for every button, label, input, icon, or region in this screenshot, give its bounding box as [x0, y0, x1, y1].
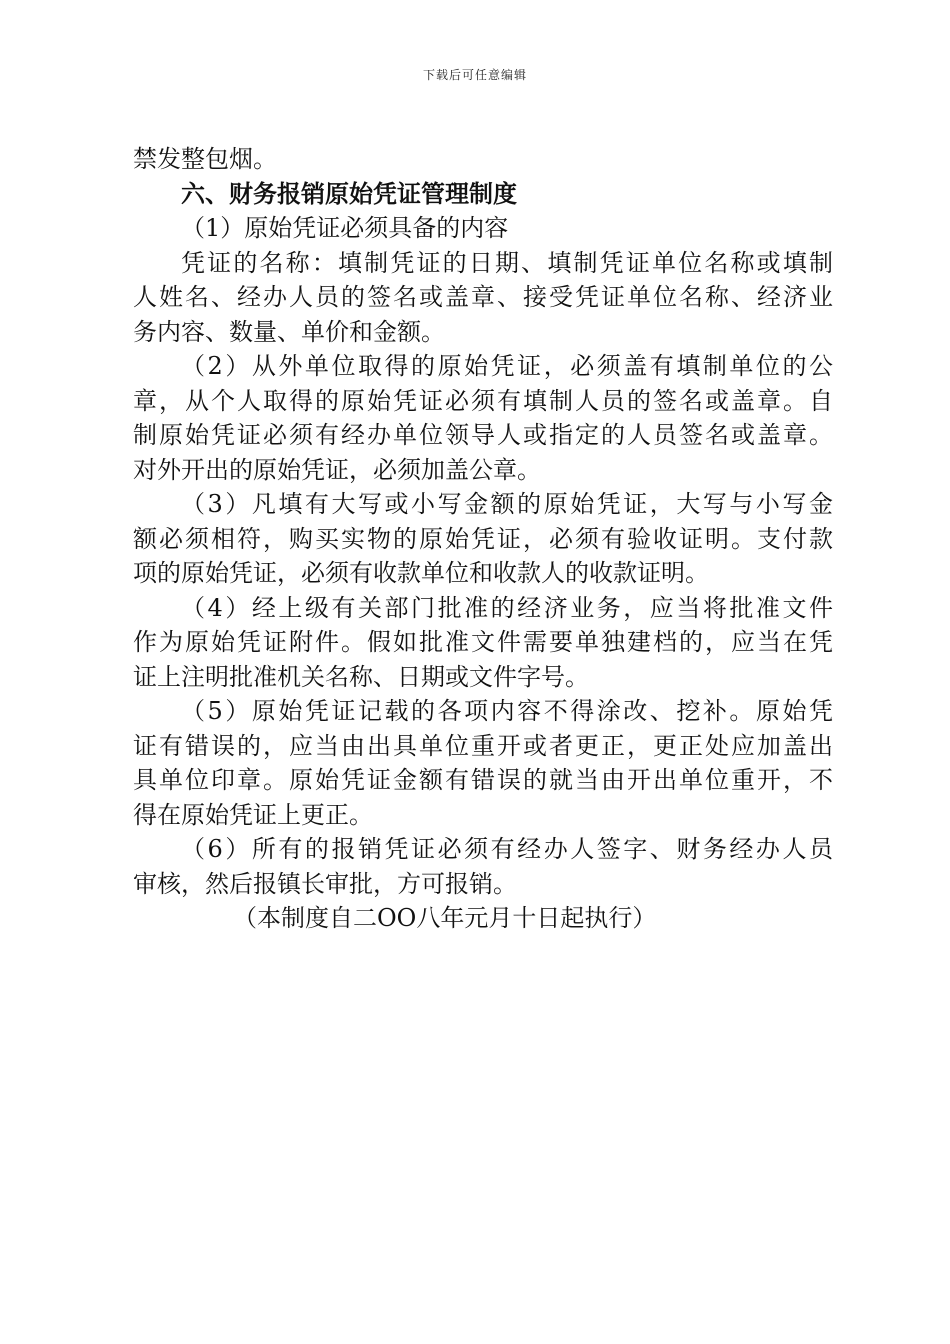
- paragraph-line: 凭证的名称：填制凭证的日期、填制凭证单位名称或填制: [181, 248, 833, 277]
- paragraph-line: 人姓名、经办人员的签名或盖章、接受凭证单位名称、经济业: [133, 283, 833, 311]
- subsection-title: （1）原始凭证必须具备的内容: [181, 214, 509, 242]
- paragraph-line: 额必须相符，购买实物的原始凭证，必须有验收证明。支付款: [133, 524, 833, 553]
- paragraph-line: 项的原始凭证，必须有收款单位和收款人的收款证明。: [133, 559, 709, 587]
- paragraph-line: （2）从外单位取得的原始凭证，必须盖有填制单位的公: [181, 352, 833, 380]
- paragraph-line: 对外开出的原始凭证，必须加盖公章。: [133, 455, 541, 484]
- paragraph-line: （4）经上级有关部门批准的经济业务，应当将批准文件: [181, 593, 833, 622]
- paragraph-line: （6）所有的报销凭证必须有经办人签字、财务经办人员: [181, 835, 833, 863]
- section-heading: 六、财务报销原始凭证管理制度: [181, 178, 517, 208]
- paragraph-line: 审核，然后报镇长审批，方可报销。: [133, 869, 517, 898]
- paragraph-line: 具单位印章。原始凭证金额有错误的就当由开出单位重开，不: [133, 766, 833, 794]
- paragraph-line: 制原始凭证必须有经办单位领导人或指定的人员签名或盖章。: [133, 421, 833, 449]
- paragraph-line: （5）原始凭证记载的各项内容不得涂改、挖补。原始凭: [181, 697, 833, 725]
- paragraph-line: 务内容、数量、单价和金额。: [133, 317, 445, 346]
- paragraph-line: 证有错误的，应当由出具单位重开或者更正，更正处应加盖出: [133, 731, 833, 760]
- paragraph-line: 证上注明批准机关名称、日期或文件字号。: [133, 662, 589, 691]
- paragraph-line: 章，从个人取得的原始凭证必须有填制人员的签名或盖章。自: [133, 386, 833, 415]
- paragraph-line: 得在原始凭证上更正。: [133, 800, 373, 829]
- paragraph-line: （3）凡填有大写或小写金额的原始凭证，大写与小写金: [181, 490, 833, 518]
- document-body: [133, 142, 833, 936]
- page-header-note: 下载后可任意编辑: [422, 68, 527, 82]
- paragraph-line: 作为原始凭证附件。假如批准文件需要单独建档的，应当在凭: [133, 628, 833, 656]
- text-line: 禁发整包烟。: [133, 145, 277, 173]
- effective-date-note: （本制度自二OO八年元月十日起执行）: [233, 904, 657, 932]
